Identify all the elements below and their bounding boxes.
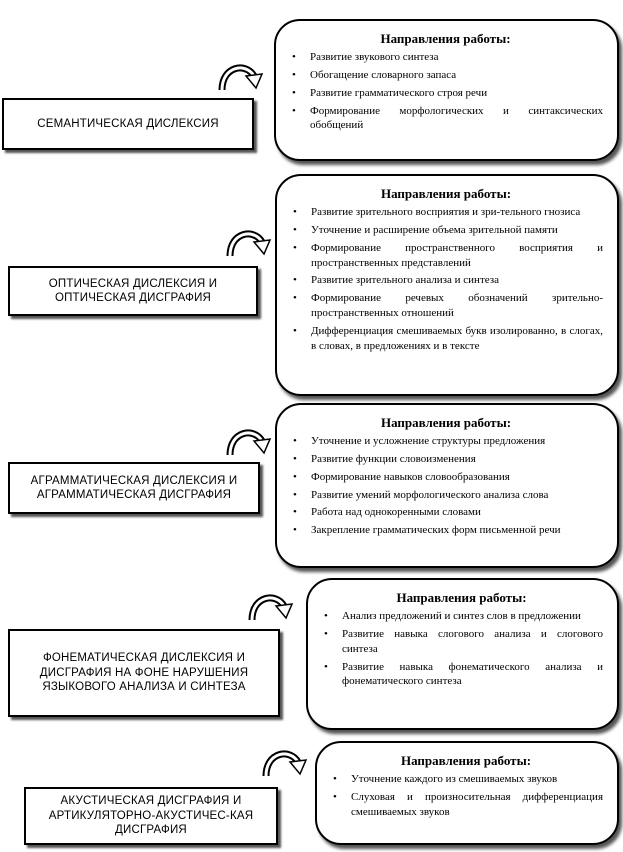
panel-heading: Направления работы: xyxy=(380,186,512,201)
panel-heading: Направления работы: xyxy=(380,415,512,430)
directions-list xyxy=(289,434,603,538)
list-item: • Развитие навыка фонематического анализа и фонематического синтеза xyxy=(320,660,603,690)
list-item: • Развитие зрительного анализа и синтеза xyxy=(289,273,603,288)
list-item: • Закрепление грамматических форм письменной речи xyxy=(289,523,603,538)
list-item: • Формирование навыков словообразования xyxy=(289,470,603,485)
disorder-box-optical: ОПТИЧЕСКАЯ ДИСЛЕКСИЯ И ОПТИЧЕСКАЯ ДИСГРАФИЯ xyxy=(8,266,258,316)
list-item: • Уточнение каждого из смешиваемых звуков xyxy=(329,772,603,787)
list-item: • Развитие грамматического строя речи xyxy=(288,86,603,101)
curved-arrow-icon xyxy=(216,58,266,94)
disorder-box-phonematic: ФОНЕМАТИЧЕСКАЯ ДИСЛЕКСИЯ И ДИСГРАФИЯ НА ФОНЕ НАРУШЕНИЯ ЯЗЫКОВОГО АНАЛИЗА И СИНТЕЗА xyxy=(8,629,280,717)
list-item: • Слуховая и произносительная дифференциация смешиваемых звуков xyxy=(329,790,603,820)
disorder-box-semantic: СЕМАНТИЧЕСКАЯ ДИСЛЕКСИЯ xyxy=(2,98,254,150)
list-item: • Развитие навыка слогового анализа и слогового синтеза xyxy=(320,627,603,657)
list-item: • Уточнение и усложнение структуры предложения xyxy=(289,434,603,449)
list-item: • Развитие звукового синтеза xyxy=(288,50,603,65)
curved-arrow-icon xyxy=(260,744,310,780)
disorder-box-acoustic: АКУСТИЧЕСКАЯ ДИСГРАФИЯ И АРТИКУЛЯТОРНО-АКУСТИЧЕС-КАЯ ДИСГРАФИЯ xyxy=(24,787,278,845)
list-item: • Развитие функции словоизменения xyxy=(289,452,603,467)
list-item: • Обогащение словарного запаса xyxy=(288,68,603,83)
directions-list xyxy=(288,50,603,133)
list-item: • Анализ предложений и синтез слов в предложении xyxy=(320,609,603,624)
list-item: • Формирование пространственного восприятия и пространственных представлений xyxy=(289,241,603,271)
list-item: • Формирование речевых обозначений зрительно-пространственных отношений xyxy=(289,291,603,321)
curved-arrow-icon xyxy=(224,423,274,459)
directions-list xyxy=(289,205,603,354)
work-directions-panel-optical xyxy=(275,174,619,396)
list-item: • Работа над однокоренными словами xyxy=(289,505,603,520)
work-directions-panel-acoustic xyxy=(315,741,619,845)
curved-arrow-icon xyxy=(246,588,296,624)
panel-heading: Направления работы: xyxy=(396,590,527,605)
directions-list xyxy=(329,772,603,820)
list-item: • Развитие умений морфологического анализа слова xyxy=(289,488,603,503)
work-directions-panel-semantic xyxy=(274,19,619,161)
work-directions-panel-phonematic xyxy=(306,578,619,730)
list-item: • Уточнение и расширение объема зрительной памяти xyxy=(289,223,603,238)
list-item: • Дифференциация смешиваемых букв изолированно, в слогах, в словах, в предложениях и в тексте xyxy=(289,324,603,354)
panel-heading: Направления работы: xyxy=(380,31,511,46)
directions-list xyxy=(320,609,603,689)
disorder-box-agrammatic: АГРАММАТИЧЕСКАЯ ДИСЛЕКСИЯ И АГРАММАТИЧЕСКАЯ ДИСГРАФИЯ xyxy=(8,462,260,514)
curved-arrow-icon xyxy=(224,224,274,260)
work-directions-panel-agrammatic xyxy=(275,403,619,568)
list-item: • Формирование морфологических и синтаксических обобщений xyxy=(288,104,603,134)
panel-heading: Направления работы: xyxy=(400,753,532,768)
list-item: • Развитие зрительного восприятия и зри-тельного гнозиса xyxy=(289,205,603,220)
